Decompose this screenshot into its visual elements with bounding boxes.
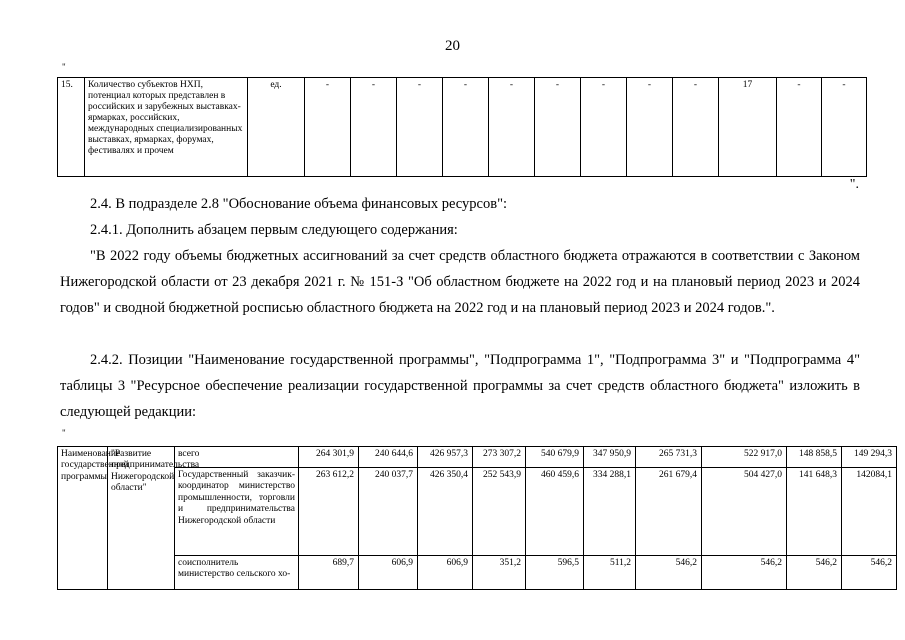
value-cell: - (581, 78, 627, 177)
value-cell: 334 288,1 (584, 468, 636, 556)
value-cell: 460 459,6 (526, 468, 584, 556)
value-cell: 596,5 (526, 556, 584, 590)
value-cell: - (627, 78, 673, 177)
value-cell: 606,9 (418, 556, 473, 590)
paragraph-budget-text: "В 2022 году объемы бюджетных ассигнований за счет средств областного бюджета отражаются в соответствии с Законом Нижегородской области от 23 декабря 2021 г. № 151-З "Об областном бюджете на 2022 год и на плановый период 2023 и 2024 годов" и сводной бюджетной росписью областного бюджета на 2022 год и на плановый период 2023 и 2024 годов.". (60, 248, 860, 316)
value-cell: 263 612,2 (299, 468, 359, 556)
value-cell: 606,9 (359, 556, 418, 590)
value-cell: 689,7 (299, 556, 359, 590)
value-cell: - (777, 78, 822, 177)
value-cell: - (443, 78, 489, 177)
paragraph-2-4: 2.4. В подразделе 2.8 "Обоснование объема финансовых ресурсов": (90, 196, 508, 212)
value-cell: 546,2 (636, 556, 702, 590)
value-cell: 351,2 (473, 556, 526, 590)
value-cell: 240 037,7 (359, 468, 418, 556)
value-cell: - (305, 78, 351, 177)
value-cell: 17 (719, 78, 777, 177)
table-row (58, 78, 867, 177)
value-cell: 426 350,4 (418, 468, 473, 556)
row-label: всего (175, 447, 299, 468)
table-row (58, 468, 897, 556)
row-number: 15. (58, 78, 85, 177)
paragraph-2-4-1: 2.4.1. Дополнить абзацем первым следующего содержания: (90, 222, 458, 238)
opening-quote-mark-2: " (62, 428, 66, 438)
value-cell: 546,2 (842, 556, 897, 590)
paragraph-2-4-2: 2.4.2. Позиции "Наименование государственной программы", "Подпрограмма 1", "Подпрограмма 3" и "Подпрограмма 4" таблицы 3 "Ресурсное обеспечение реализации государственной программы за счет средств областного бюджета" изложить в следующей редакции: (60, 352, 860, 420)
closing-quote-mark: ". (849, 177, 859, 192)
value-cell: 265 731,3 (636, 447, 702, 468)
value-cell: 347 950,9 (584, 447, 636, 468)
table-row (58, 556, 897, 590)
value-cell: - (397, 78, 443, 177)
value-cell: 540 679,9 (526, 447, 584, 468)
value-cell: 511,2 (584, 556, 636, 590)
value-cell: 546,2 (702, 556, 787, 590)
value-cell: 252 543,9 (473, 468, 526, 556)
page-number: 20 (445, 38, 460, 54)
opening-quote-mark: " (62, 62, 66, 72)
value-cell: 546,2 (787, 556, 842, 590)
value-cell: 149 294,3 (842, 447, 897, 468)
resource-table (57, 446, 897, 590)
value-cell: - (673, 78, 719, 177)
value-cell: 240 644,6 (359, 447, 418, 468)
value-cell: 264 301,9 (299, 447, 359, 468)
value-cell: - (822, 78, 867, 177)
indicator-table (57, 77, 867, 177)
value-cell: 148 858,5 (787, 447, 842, 468)
indicator-name: Количество субъектов НХП, потенциал которых представлен в российских и зарубежных выставках-ярмарках, российских, международных специализированных выставках, ярмарках, форумах, фестивалях и прочем (85, 78, 248, 177)
program-title: "Развитие предпринимательства Нижегородской области" (108, 447, 175, 590)
value-cell: - (489, 78, 535, 177)
value-cell: 522 917,0 (702, 447, 787, 468)
table-row (58, 447, 897, 468)
program-name-label: Наименование государственной программы (58, 447, 108, 590)
value-cell: - (351, 78, 397, 177)
value-cell: - (535, 78, 581, 177)
unit-cell: ед. (248, 78, 305, 177)
value-cell: 426 957,3 (418, 447, 473, 468)
row-label: соисполнитель министерство сельского хо- (175, 556, 299, 590)
value-cell: 142084,1 (842, 468, 897, 556)
row-label: Государственный заказчик-координатор министерство промышленности, торговли и предпринимательства Нижегородской области (175, 468, 299, 556)
value-cell: 141 648,3 (787, 468, 842, 556)
value-cell: 504 427,0 (702, 468, 787, 556)
value-cell: 261 679,4 (636, 468, 702, 556)
value-cell: 273 307,2 (473, 447, 526, 468)
